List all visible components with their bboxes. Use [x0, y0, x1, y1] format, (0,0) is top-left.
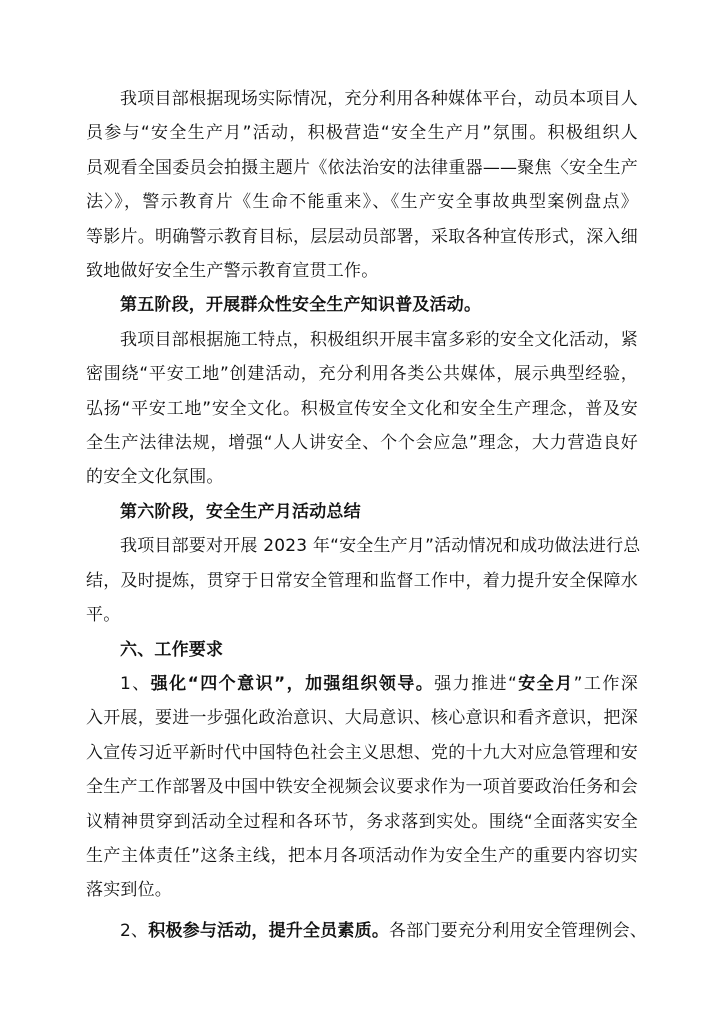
item-text: ”工作深: [573, 673, 639, 694]
item-number: 1、: [120, 673, 151, 694]
text-line: 员参与“安全生产月”活动，积极营造“安全生产月”氛围。积极组织人: [86, 123, 638, 144]
text-line: 落实到位。: [86, 880, 172, 901]
item-title: 积极参与活动，提升全员素质。: [148, 920, 390, 941]
text-line: 我项目部根据现场实际情况，充分利用各种媒体平台，动员本项目人: [120, 89, 638, 109]
paragraph-requirement-two: [86, 914, 648, 948]
document-page: [86, 82, 648, 948]
text-line: 入宣传习近平新时代中国特色社会主义思想、党的十九大对应急管理和安: [86, 742, 638, 763]
paragraph-media-campaign: [86, 82, 638, 288]
text-line: 员观看全国委员会拍摄主题片《依法治安的法律重器——聚焦〈安全生产: [86, 157, 638, 178]
paragraph-safety-culture: [86, 323, 638, 495]
text-line: 全生产法律法规，增强“人人讲安全、个个会应急”理念，大力营造良好: [86, 433, 638, 454]
item-number: 2、: [120, 920, 149, 941]
text-line: 生产主体责任”这条主线，把本月各项活动作为安全生产的重要内容切实: [86, 845, 638, 866]
text-line: 密围绕“平安工地”创建活动，充分利用各类公共媒体，展示典型经验，: [86, 364, 638, 385]
text-line: 我项目部根据施工特点，积极组织开展丰富多彩的安全文化活动，紧: [120, 329, 638, 350]
heading-stage-six: 第六阶段，安全生产月活动总结: [120, 501, 361, 522]
text-line: 的安全文化氛围。: [86, 467, 224, 488]
text-line: 议精神贯穿到活动全过程和各环节，务求落到实处。围绕“全面落实安全: [86, 811, 638, 832]
item-text: 各部门要充分利用安全管理例会、: [389, 920, 648, 941]
text-line-first: [86, 914, 648, 948]
text-line: 平。: [86, 605, 121, 626]
text-line: 法〉》，警示教育片《生命不能重来》、《生产安全事故典型案例盘点》: [86, 192, 638, 213]
heading-stage-five: 第五阶段，开展群众性安全生产知识普及活动。: [120, 295, 482, 316]
item-text: 强力推进“: [434, 673, 518, 694]
text-line: 结，及时提炼，贯穿于日常安全管理和监督工作中，着力提升安全保障水: [86, 570, 638, 591]
text-line: 我项目部要对开展 2023 年“安全生产月”活动情况和成功做法进行总: [120, 536, 641, 557]
text-line: 入开展，要进一步强化政治意识、大局意识、核心意识和看齐意识，把深: [86, 708, 638, 729]
text-line: 等影片。明确警示教育目标，层层动员部署，采取各种宣传形式，深入细: [86, 226, 638, 247]
text-line: 弘扬“平安工地”安全文化。积极宣传安全文化和安全生产理念，普及安: [86, 398, 638, 419]
text-line: 全生产工作部署及中国中铁安全视频会议要求作为一项首要政治任务和会: [86, 777, 638, 798]
text-line-first: [86, 667, 638, 701]
paragraph-requirement-one: [86, 667, 638, 908]
heading-work-requirements: 六、工作要求: [120, 639, 224, 660]
text-line: 致地做好安全生产警示教育宣贯工作。: [86, 261, 379, 282]
paragraph-summary: [86, 529, 641, 632]
item-title: 强化“四个意识”，加强组织领导。: [150, 673, 435, 694]
item-emphasis: 安全月: [517, 673, 574, 694]
